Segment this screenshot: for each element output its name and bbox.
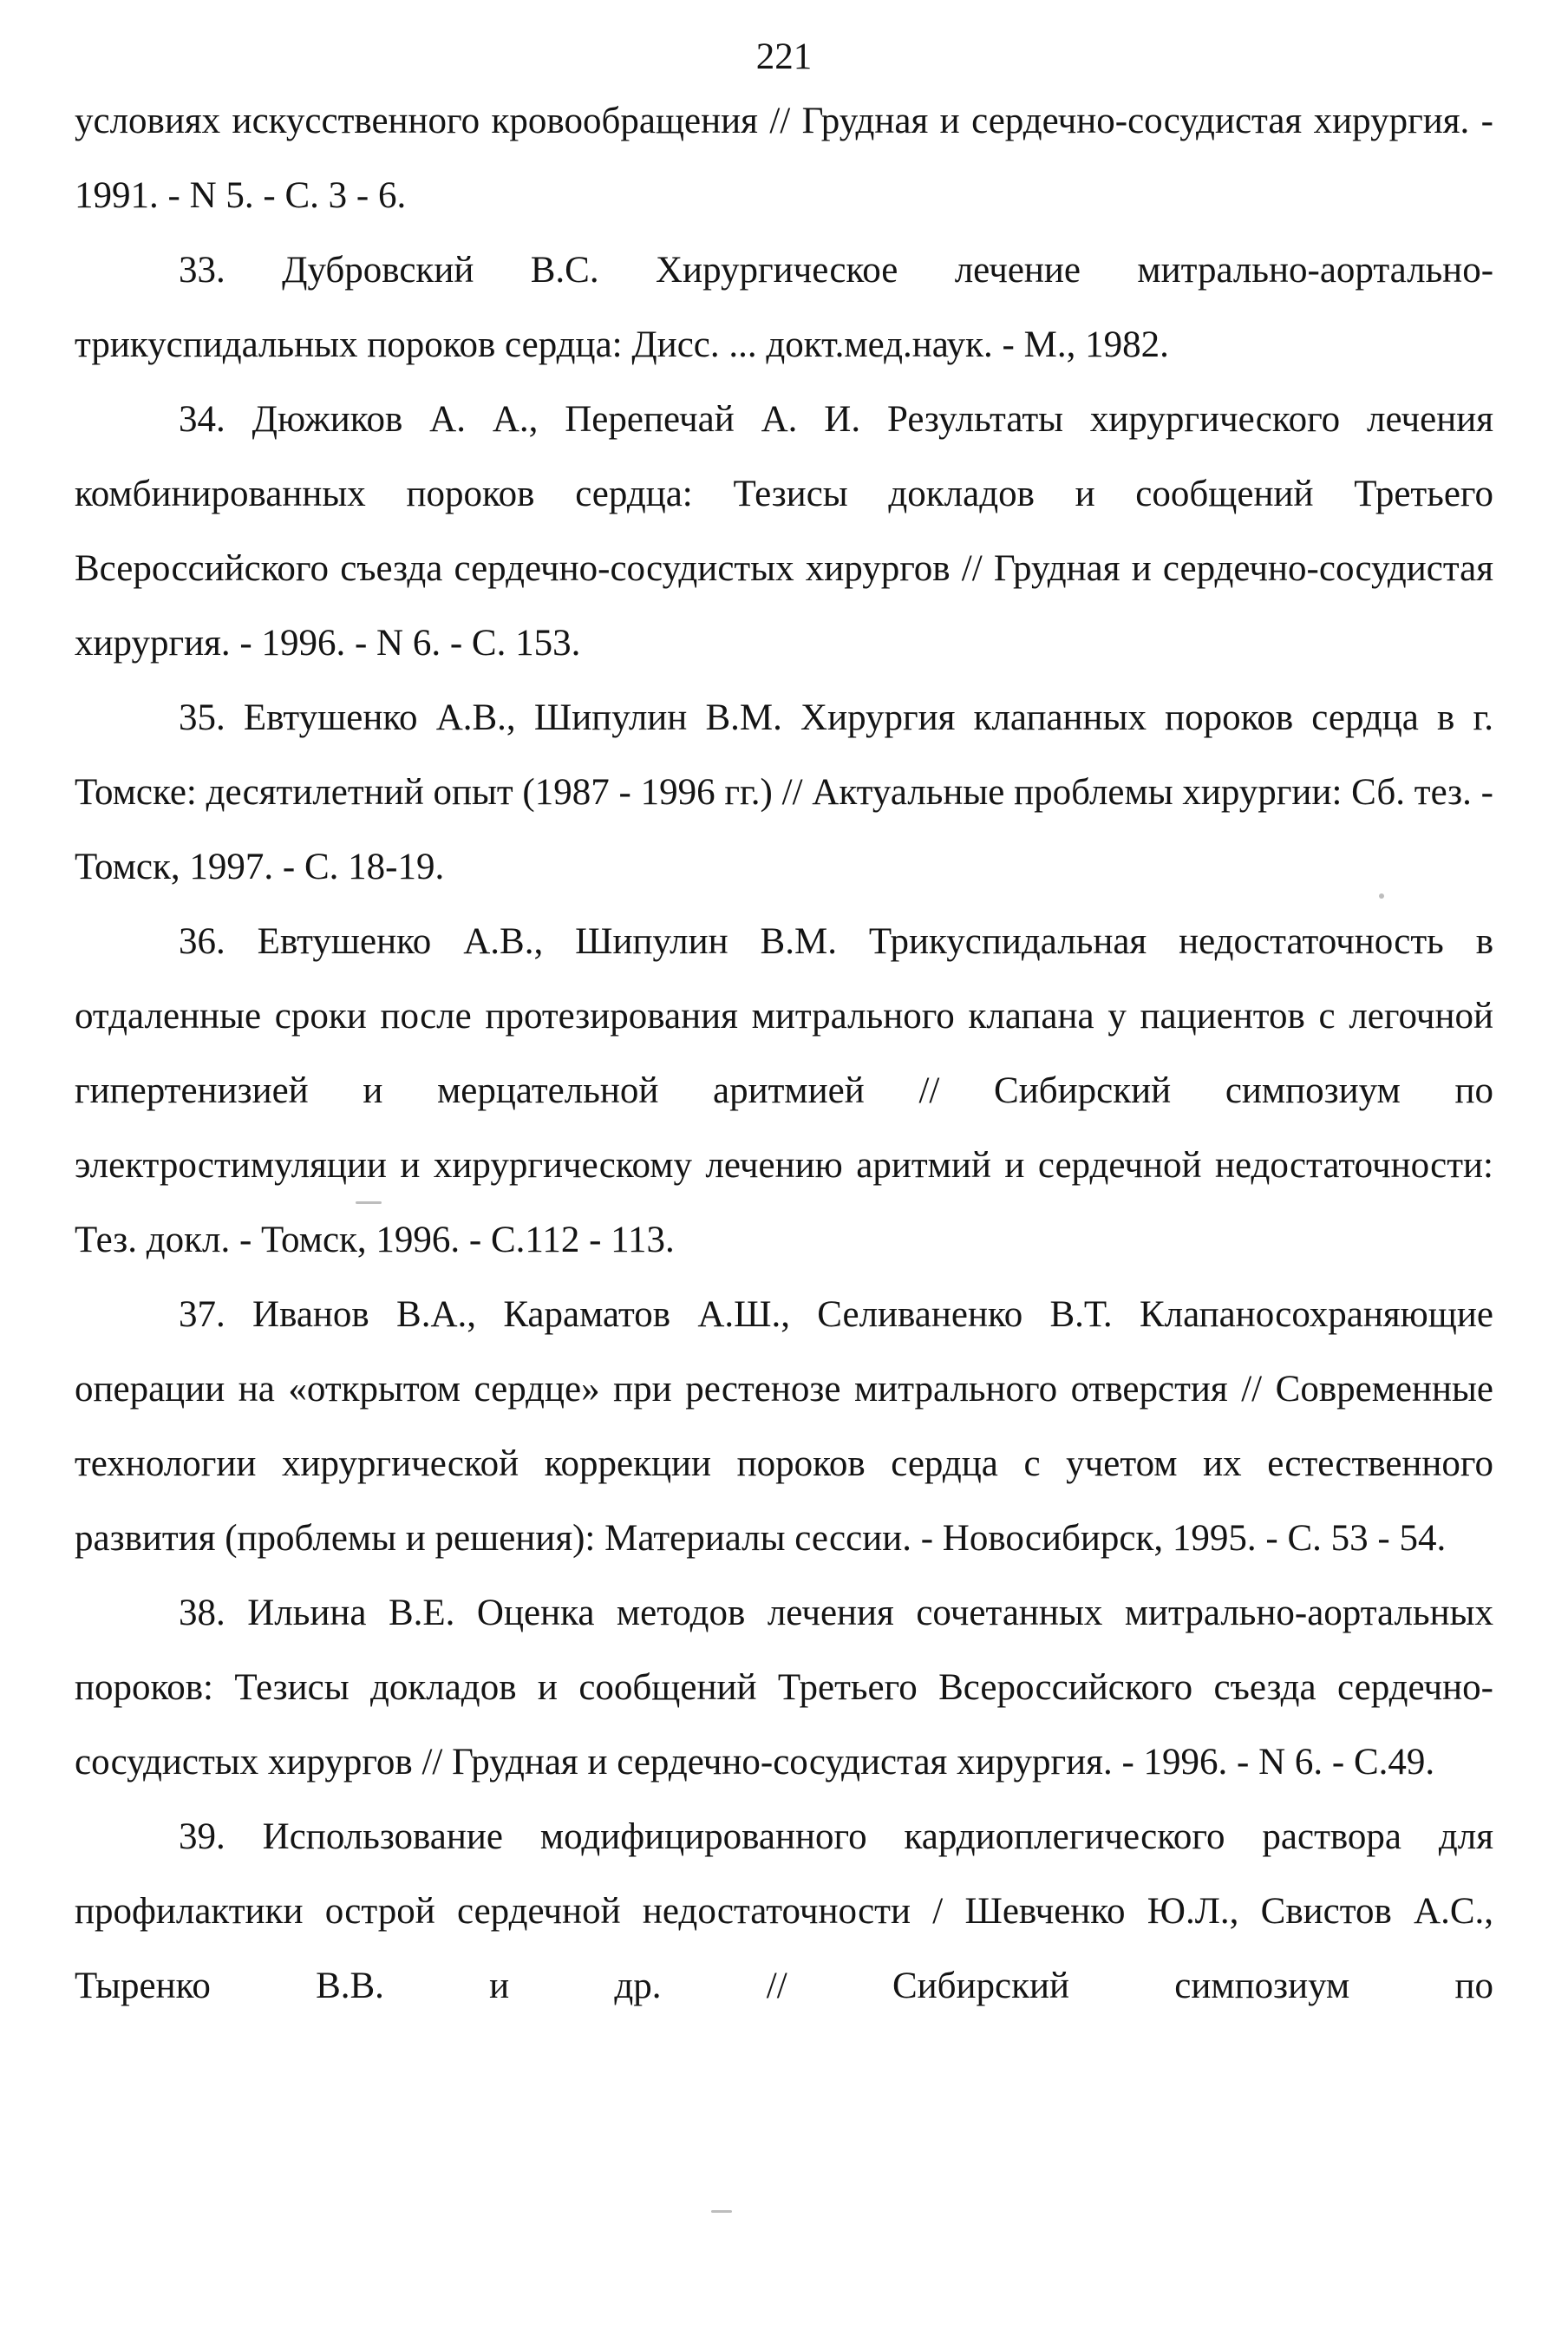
entry-text: условиях искусственного кровообращения // Грудная и сердечно-сосудистая хирургия. - 1991. - N 5. - С. 3 - 6. [75, 101, 1493, 216]
entry-text: Евтушенко А.В., Шипулин В.М. Трикуспидальная недостаточность в отдаленные сроки после протезирования митрального клапана у пациентов с легочной гипертенизией и мерцательной аритмией // Сибирский симпозиум по электростимуляции и хирургическому лечению аритмий и сердечной недостаточности: Тез. докл. - Томск, 1996. - С.112 - 113. [75, 921, 1494, 1260]
bibliography-entry-36 [75, 905, 1493, 1278]
bibliography-entry-37 [75, 1278, 1493, 1576]
bibliography-entry-34 [75, 383, 1493, 681]
scan-speck [1379, 893, 1384, 899]
entry-text: Иванов В.А., Караматов А.Ш., Селиваненко В.Т. Клапаносохраняющие операции на «открытом сердце» при рестенозе митрального отверстия // Современные технологии хирургической коррекции пороков сердца с учетом их естественного развития (проблемы и решения): Материалы сессии. - Новосибирск, 1995. - С. 53 - 54. [75, 1294, 1493, 1559]
entry-text: Дюжиков А. А., Перепечай А. И. Результаты хирургического лечения комбинированных пороков сердца: Тезисы докладов и сообщений Третьего Всероссийского съезда сердечно-сосудистых хирургов // Грудная и сердечно-сосудистая хирургия. - 1996. - N 6. - С. 153. [75, 399, 1494, 664]
bibliography-entry-continuation [75, 84, 1493, 233]
entry-number: 34. [179, 399, 225, 440]
entry-text: Ильина В.Е. Оценка методов лечения сочетанных митрально-аортальных пороков: Тезисы докладов и сообщений Третьего Всероссийского съезда сердечно-сосудистых хирургов // Грудная и сердечно-сосудистая хирургия. - 1996. - N 6. - С.49. [75, 1593, 1493, 1783]
entry-text: Евтушенко А.В., Шипулин В.М. Хирургия клапанных пороков сердца в г. Томске: десятилетний опыт (1987 - 1996 гг.) // Актуальные проблемы хирургии: Сб. тез. - Томск, 1997. - С. 18-19. [75, 697, 1494, 887]
bibliography-entry-39 [75, 1800, 1493, 2024]
scan-speck [711, 2210, 732, 2213]
page-number: 221 [755, 36, 813, 77]
entry-text: Использование модифицированного кардиоплегического раствора для профилактики острой сердечной недостаточности / Шевченко Ю.Л., Свистов А.С., Тыренко В.В. и др. // Сибирский симпозиум по [75, 1816, 1493, 2006]
entry-number: 36. [179, 921, 225, 962]
bibliography-list [75, 84, 1493, 2024]
entry-number: 37. [179, 1294, 225, 1335]
bibliography-entry-33 [75, 233, 1493, 383]
entry-number: 33. [179, 250, 225, 291]
bibliography-entry-38 [75, 1576, 1493, 1800]
entry-number: 38. [179, 1593, 225, 1633]
entry-number: 39. [179, 1816, 225, 1857]
bibliography-entry-35 [75, 681, 1493, 905]
scan-speck [356, 1201, 382, 1204]
entry-number: 35. [179, 697, 225, 738]
entry-text: Дубровский В.С. Хирургическое лечение митрально-аортально-трикуспидальных пороков сердца: Дисс. ... докт.мед.наук. - М., 1982. [75, 250, 1494, 365]
